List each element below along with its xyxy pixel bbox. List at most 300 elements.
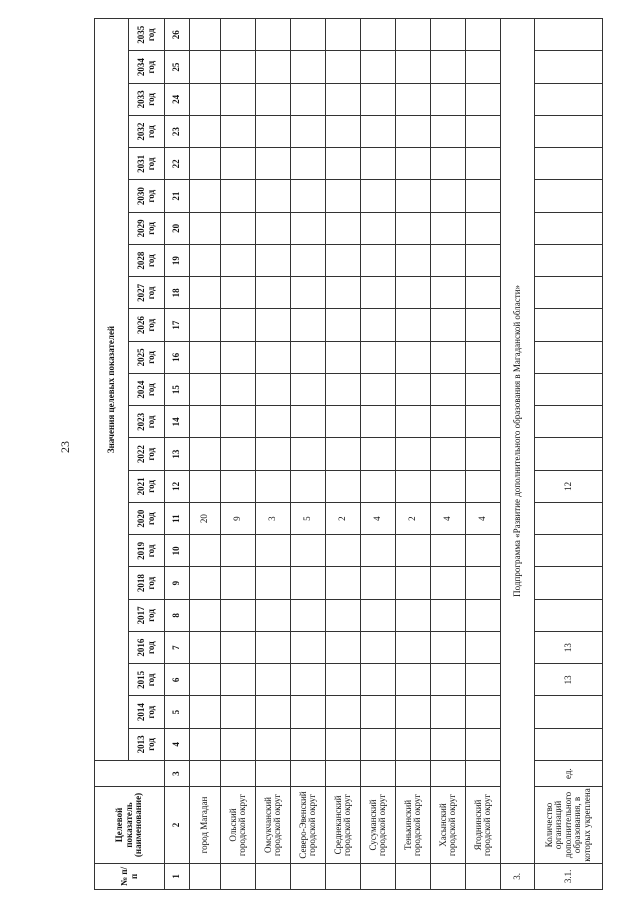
- header-name: Целевой показатель (наименование): [95, 787, 165, 864]
- value-cell: [256, 728, 291, 760]
- municipality-name: Сусуманский городской округ: [361, 787, 396, 864]
- value-cell: [466, 728, 501, 760]
- table-row: [361, 19, 396, 890]
- value-cell: [190, 438, 221, 470]
- value-cell: [326, 309, 361, 341]
- value-cell: [326, 470, 361, 502]
- value-cell: 4: [431, 503, 466, 535]
- value-cell: [221, 341, 256, 373]
- value-cell: [396, 535, 431, 567]
- value-cell: [291, 277, 326, 309]
- value-cell: 2: [326, 503, 361, 535]
- value-cell: [326, 180, 361, 212]
- column-number: 8: [165, 599, 190, 631]
- value-cell: [256, 696, 291, 728]
- header-unit: [95, 761, 165, 787]
- value-cell: [221, 83, 256, 115]
- value-cell: [190, 599, 221, 631]
- value-cell: [466, 535, 501, 567]
- value-cell: [535, 599, 603, 631]
- year-header: 2031 год: [129, 148, 165, 180]
- value-cell: [361, 406, 396, 438]
- column-number: 1: [165, 863, 190, 889]
- value-cell: [221, 664, 256, 696]
- indicator-row: [535, 19, 603, 890]
- year-header: 2021 год: [129, 470, 165, 502]
- value-cell: [396, 19, 431, 52]
- column-number: 19: [165, 245, 190, 277]
- indicators-table: [94, 18, 603, 890]
- value-cell: [431, 438, 466, 470]
- value-cell: [221, 212, 256, 244]
- value-cell: [396, 116, 431, 148]
- year-header: 2016 год: [129, 632, 165, 664]
- value-cell: [326, 277, 361, 309]
- value-cell: [190, 406, 221, 438]
- value-cell: [466, 341, 501, 373]
- value-cell: [396, 696, 431, 728]
- value-cell: [326, 83, 361, 115]
- column-number: 10: [165, 535, 190, 567]
- value-cell: [291, 664, 326, 696]
- value-cell: [291, 535, 326, 567]
- value-cell: [361, 470, 396, 502]
- value-cell: [256, 83, 291, 115]
- value-cell: [361, 696, 396, 728]
- year-header: 2035 год: [129, 19, 165, 52]
- value-cell: [466, 212, 501, 244]
- value-cell: [535, 180, 603, 212]
- value-cell: [535, 374, 603, 406]
- cell-unit: [466, 761, 501, 787]
- column-number: 26: [165, 19, 190, 52]
- value-cell: [256, 374, 291, 406]
- value-cell: [256, 567, 291, 599]
- value-cell: [256, 277, 291, 309]
- year-header: 2014 год: [129, 696, 165, 728]
- municipality-name: Среднеканский городской округ: [326, 787, 361, 864]
- value-cell: [221, 51, 256, 83]
- value-cell: [361, 341, 396, 373]
- value-cell: [190, 470, 221, 502]
- value-cell: [466, 148, 501, 180]
- value-cell: [535, 406, 603, 438]
- column-number: 18: [165, 277, 190, 309]
- year-header: 2024 год: [129, 374, 165, 406]
- value-cell: [396, 374, 431, 406]
- indicator-name: Количество организаций дополнительного образования, в которых укреплена: [535, 787, 603, 864]
- column-number: 13: [165, 438, 190, 470]
- value-cell: [431, 374, 466, 406]
- value-cell: [431, 728, 466, 760]
- value-cell: [535, 438, 603, 470]
- value-cell: [190, 341, 221, 373]
- municipality-name: город Магадан: [190, 787, 221, 864]
- value-cell: [326, 438, 361, 470]
- cell-num: [326, 863, 361, 889]
- value-cell: [190, 212, 221, 244]
- value-cell: [466, 180, 501, 212]
- value-cell: [221, 567, 256, 599]
- value-cell: [466, 599, 501, 631]
- value-cell: [361, 632, 396, 664]
- value-cell: [291, 116, 326, 148]
- cell-num: [291, 863, 326, 889]
- value-cell: [396, 632, 431, 664]
- value-cell: 4: [466, 503, 501, 535]
- value-cell: [431, 116, 466, 148]
- cell-num: [221, 863, 256, 889]
- municipality-name: Тенькинский городской округ: [396, 787, 431, 864]
- value-cell: [431, 277, 466, 309]
- value-cell: [221, 535, 256, 567]
- value-cell: [535, 212, 603, 244]
- value-cell: [190, 277, 221, 309]
- value-cell: [221, 438, 256, 470]
- table-row: [431, 19, 466, 890]
- value-cell: [291, 148, 326, 180]
- year-header: 2018 год: [129, 567, 165, 599]
- column-number: 11: [165, 503, 190, 535]
- table-row: [221, 19, 256, 890]
- value-cell: [256, 470, 291, 502]
- value-cell: [190, 374, 221, 406]
- value-cell: [535, 245, 603, 277]
- column-number: 7: [165, 632, 190, 664]
- value-cell: [291, 19, 326, 52]
- value-cell: [361, 116, 396, 148]
- value-cell: [256, 535, 291, 567]
- value-cell: [326, 632, 361, 664]
- value-cell: [466, 245, 501, 277]
- value-cell: [291, 438, 326, 470]
- value-cell: [431, 664, 466, 696]
- column-number: 17: [165, 309, 190, 341]
- value-cell: [256, 245, 291, 277]
- value-cell: [431, 406, 466, 438]
- value-cell: [396, 599, 431, 631]
- value-cell: [326, 696, 361, 728]
- value-cell: [221, 245, 256, 277]
- value-cell: [326, 212, 361, 244]
- value-cell: [291, 212, 326, 244]
- year-header: 2027 год: [129, 277, 165, 309]
- value-cell: [466, 438, 501, 470]
- value-cell: [256, 438, 291, 470]
- value-cell: [326, 148, 361, 180]
- municipality-name: Северо-Эвенский городской округ: [291, 787, 326, 864]
- value-cell: [221, 728, 256, 760]
- value-cell: [535, 51, 603, 83]
- value-cell: [361, 728, 396, 760]
- column-number: 14: [165, 406, 190, 438]
- value-cell: [291, 83, 326, 115]
- year-header: 2017 год: [129, 599, 165, 631]
- value-cell: [291, 406, 326, 438]
- value-cell: [535, 503, 603, 535]
- indicator-num: 3.1.: [535, 863, 603, 889]
- column-number: 16: [165, 341, 190, 373]
- value-cell: [326, 19, 361, 52]
- year-header: 2034 год: [129, 51, 165, 83]
- table-row: [256, 19, 291, 890]
- value-cell: [466, 83, 501, 115]
- value-cell: [535, 567, 603, 599]
- value-cell: [190, 180, 221, 212]
- column-number: 3: [165, 761, 190, 787]
- column-number: 21: [165, 180, 190, 212]
- value-cell: [190, 51, 221, 83]
- value-cell: [466, 696, 501, 728]
- value-cell: 4: [361, 503, 396, 535]
- value-cell: [190, 148, 221, 180]
- value-cell: [535, 277, 603, 309]
- value-cell: [291, 567, 326, 599]
- value-cell: 12: [535, 470, 603, 502]
- cell-num: [431, 863, 466, 889]
- value-cell: [396, 664, 431, 696]
- value-cell: [221, 19, 256, 52]
- value-cell: [256, 664, 291, 696]
- value-cell: [326, 728, 361, 760]
- value-cell: [291, 180, 326, 212]
- value-cell: [535, 116, 603, 148]
- municipality-name: Ольский городской округ: [221, 787, 256, 864]
- value-cell: [431, 180, 466, 212]
- value-cell: [466, 51, 501, 83]
- value-cell: [535, 696, 603, 728]
- column-number: 24: [165, 83, 190, 115]
- cell-unit: [431, 761, 466, 787]
- value-cell: 13: [535, 632, 603, 664]
- value-cell: [466, 374, 501, 406]
- value-cell: [326, 599, 361, 631]
- cell-num: [190, 863, 221, 889]
- value-cell: [190, 19, 221, 52]
- value-cell: [190, 535, 221, 567]
- value-cell: [256, 632, 291, 664]
- value-cell: [466, 19, 501, 52]
- value-cell: [361, 245, 396, 277]
- municipality-name: Омсукчанский городской округ: [256, 787, 291, 864]
- value-cell: [190, 728, 221, 760]
- value-cell: [396, 51, 431, 83]
- value-cell: [466, 567, 501, 599]
- value-cell: [291, 632, 326, 664]
- value-cell: [535, 341, 603, 373]
- year-header: 2033 год: [129, 83, 165, 115]
- value-cell: [431, 51, 466, 83]
- table-row: [326, 19, 361, 890]
- value-cell: [221, 116, 256, 148]
- value-cell: [535, 19, 603, 52]
- value-cell: [361, 535, 396, 567]
- value-cell: [431, 19, 466, 52]
- value-cell: [291, 51, 326, 83]
- value-cell: [256, 406, 291, 438]
- value-cell: [396, 470, 431, 502]
- value-cell: [291, 309, 326, 341]
- value-cell: [466, 632, 501, 664]
- value-cell: [326, 406, 361, 438]
- value-cell: [190, 116, 221, 148]
- column-number: 2: [165, 787, 190, 864]
- table-row: [291, 19, 326, 890]
- value-cell: [396, 245, 431, 277]
- municipality-name: Хасынский городской округ: [431, 787, 466, 864]
- value-cell: [221, 696, 256, 728]
- rotated-page: [94, 18, 626, 890]
- value-cell: [431, 470, 466, 502]
- value-cell: [326, 116, 361, 148]
- year-header: 2013 год: [129, 728, 165, 760]
- value-cell: [535, 728, 603, 760]
- value-cell: [431, 535, 466, 567]
- value-cell: [190, 632, 221, 664]
- value-cell: [431, 632, 466, 664]
- value-cell: [221, 599, 256, 631]
- value-cell: [256, 212, 291, 244]
- value-cell: [361, 664, 396, 696]
- value-cell: [256, 180, 291, 212]
- value-cell: [431, 599, 466, 631]
- value-cell: [221, 148, 256, 180]
- value-cell: [326, 664, 361, 696]
- column-number: 15: [165, 374, 190, 406]
- value-cell: [361, 83, 396, 115]
- table-row: [466, 19, 501, 890]
- value-cell: [361, 438, 396, 470]
- table-container: [94, 18, 626, 890]
- value-cell: [431, 245, 466, 277]
- column-number: 23: [165, 116, 190, 148]
- value-cell: [431, 567, 466, 599]
- value-cell: [535, 148, 603, 180]
- year-header: 2030 год: [129, 180, 165, 212]
- column-number: 5: [165, 696, 190, 728]
- value-cell: [221, 277, 256, 309]
- year-header: 2022 год: [129, 438, 165, 470]
- value-cell: [256, 51, 291, 83]
- column-number: 12: [165, 470, 190, 502]
- value-cell: [361, 51, 396, 83]
- value-cell: [396, 438, 431, 470]
- value-cell: 2: [396, 503, 431, 535]
- cell-num: [256, 863, 291, 889]
- cell-unit: [190, 761, 221, 787]
- value-cell: 9: [221, 503, 256, 535]
- value-cell: [466, 277, 501, 309]
- value-cell: [326, 51, 361, 83]
- value-cell: [466, 309, 501, 341]
- header-values-title: Значения целевых показателей: [95, 19, 129, 761]
- value-cell: 5: [291, 503, 326, 535]
- value-cell: [221, 406, 256, 438]
- year-header: 2026 год: [129, 309, 165, 341]
- value-cell: [291, 728, 326, 760]
- value-cell: [256, 116, 291, 148]
- value-cell: [431, 212, 466, 244]
- value-cell: [190, 567, 221, 599]
- cell-num: [466, 863, 501, 889]
- value-cell: [431, 341, 466, 373]
- value-cell: [221, 470, 256, 502]
- value-cell: 20: [190, 503, 221, 535]
- value-cell: [361, 148, 396, 180]
- value-cell: [431, 83, 466, 115]
- value-cell: [535, 83, 603, 115]
- cell-unit: [291, 761, 326, 787]
- value-cell: [466, 406, 501, 438]
- value-cell: [396, 341, 431, 373]
- value-cell: [361, 309, 396, 341]
- value-cell: [396, 277, 431, 309]
- value-cell: 3: [256, 503, 291, 535]
- value-cell: [361, 277, 396, 309]
- cell-unit: [221, 761, 256, 787]
- value-cell: [256, 148, 291, 180]
- cell-unit: [326, 761, 361, 787]
- value-cell: [291, 470, 326, 502]
- value-cell: [291, 696, 326, 728]
- column-number: 20: [165, 212, 190, 244]
- column-number: 22: [165, 148, 190, 180]
- value-cell: [431, 309, 466, 341]
- value-cell: [361, 599, 396, 631]
- subprogram-row: [501, 19, 535, 890]
- value-cell: [221, 374, 256, 406]
- column-number: 6: [165, 664, 190, 696]
- value-cell: [431, 148, 466, 180]
- year-header: 2028 год: [129, 245, 165, 277]
- column-number: 4: [165, 728, 190, 760]
- value-cell: [190, 664, 221, 696]
- value-cell: [326, 341, 361, 373]
- value-cell: [221, 180, 256, 212]
- value-cell: [396, 180, 431, 212]
- value-cell: [291, 341, 326, 373]
- value-cell: [466, 116, 501, 148]
- value-cell: [535, 309, 603, 341]
- value-cell: [396, 83, 431, 115]
- value-cell: [190, 309, 221, 341]
- municipality-name: Ягоднинский городской округ: [466, 787, 501, 864]
- value-cell: 13: [535, 664, 603, 696]
- value-cell: [256, 599, 291, 631]
- table-row: [396, 19, 431, 890]
- value-cell: [326, 567, 361, 599]
- value-cell: [361, 567, 396, 599]
- value-cell: [396, 728, 431, 760]
- value-cell: [291, 245, 326, 277]
- header-num: № п/п: [95, 863, 165, 889]
- value-cell: [256, 341, 291, 373]
- table-row: [190, 19, 221, 890]
- column-number: 9: [165, 567, 190, 599]
- cell-unit: [396, 761, 431, 787]
- subprogram-num: 3.: [501, 863, 535, 889]
- page-number: 23: [58, 441, 72, 453]
- value-cell: [291, 374, 326, 406]
- cell-unit: [256, 761, 291, 787]
- year-header: 2015 год: [129, 664, 165, 696]
- value-cell: [291, 599, 326, 631]
- value-cell: [466, 470, 501, 502]
- value-cell: [396, 309, 431, 341]
- value-cell: [361, 180, 396, 212]
- value-cell: [361, 374, 396, 406]
- column-number: 25: [165, 51, 190, 83]
